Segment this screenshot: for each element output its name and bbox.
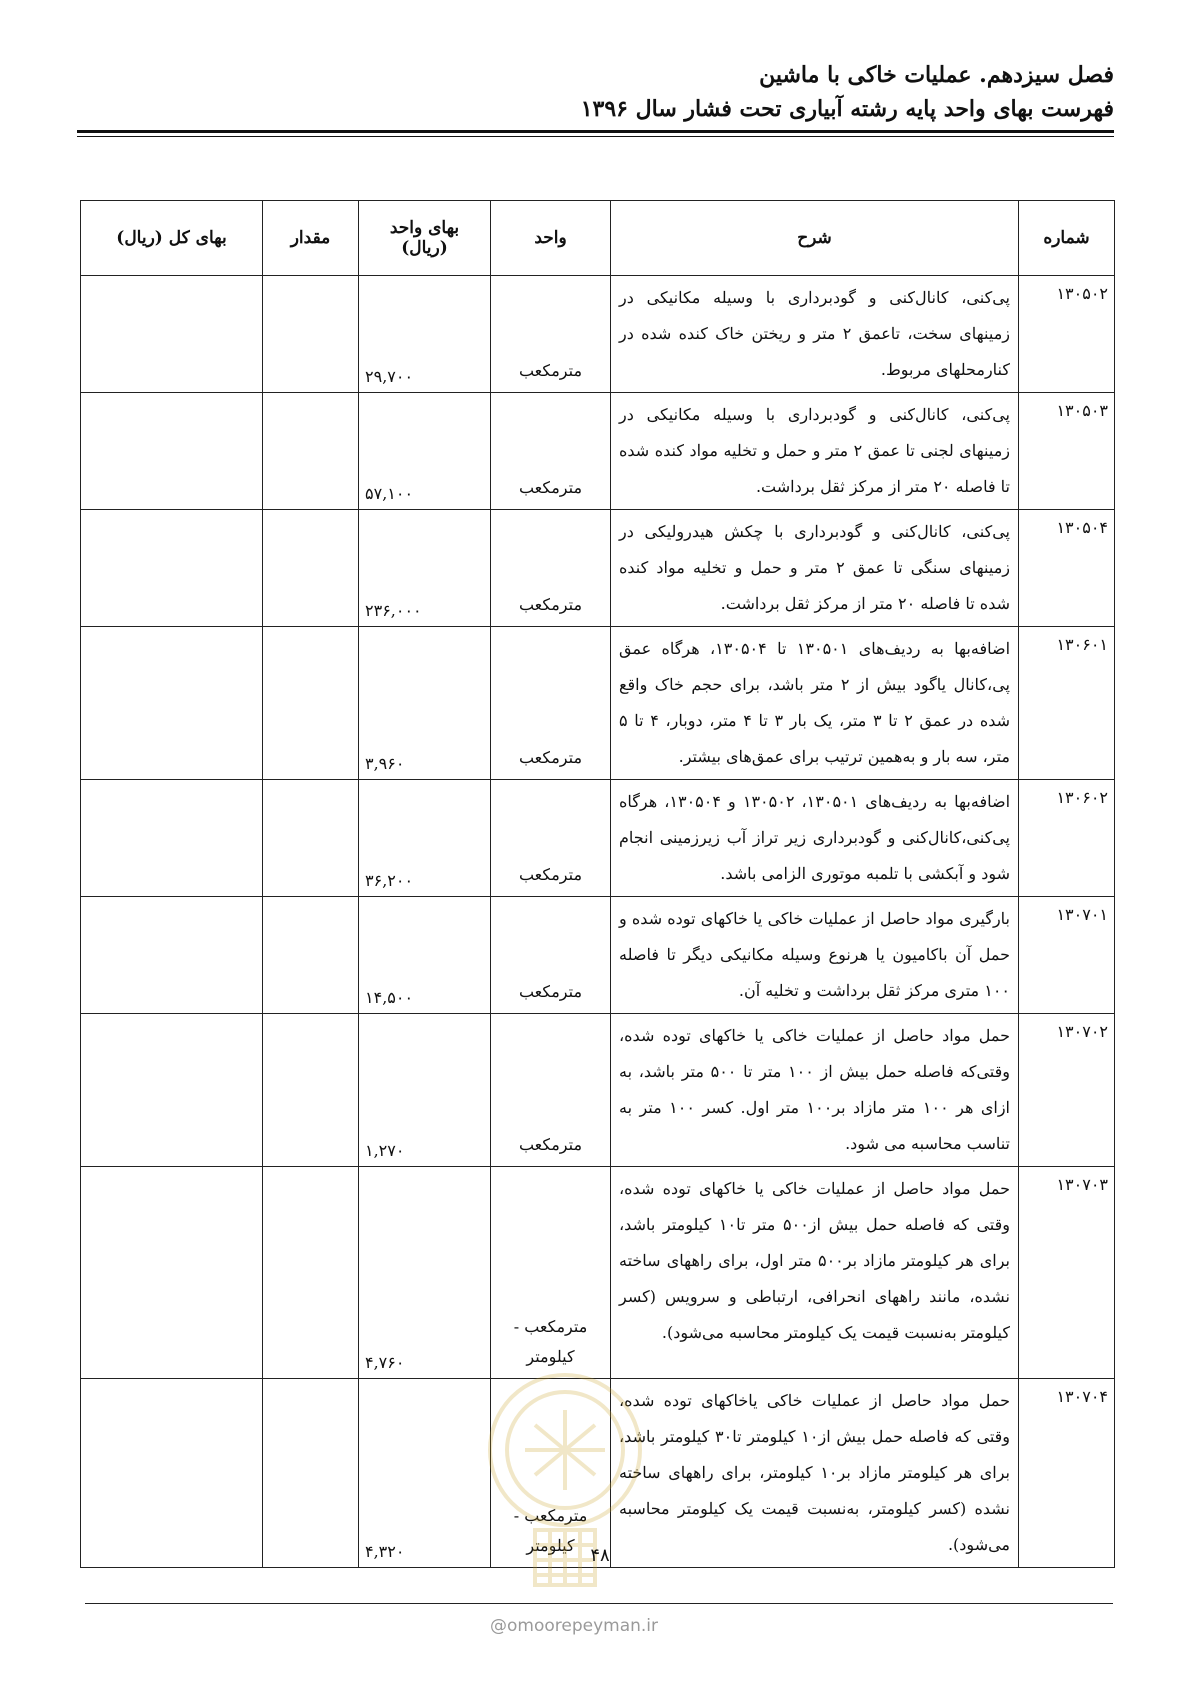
- table-row: [81, 276, 1115, 393]
- item-quantity: [263, 1167, 359, 1379]
- table-row: [81, 627, 1115, 780]
- item-description: حمل مواد حاصل از عملیات خاکی یاخاکهای توده شده، وقتی که فاصله حمل بیش از۱۰ کیلومتر تا۳۰ کیلومتر باشد، برای هر کیلومتر مازاد بر۱۰ کیلومتر، برای راههای ساخته نشده (کسر کیلومتر، به‌نسبت قیمت یک کیلومتر محاسبه می‌شود).: [611, 1379, 1019, 1568]
- item-number: ۱۳۰۵۰۳: [1019, 393, 1115, 510]
- item-unit-price: ۳۶,۲۰۰: [359, 780, 491, 897]
- col-header-unit-price-label: بهای واحد: [389, 218, 460, 238]
- item-unit: [491, 780, 611, 897]
- col-header-total: بهای کل (ریال): [81, 201, 263, 276]
- col-header-quantity: مقدار: [263, 201, 359, 276]
- item-total: [81, 1379, 263, 1568]
- header-rule-thick: [77, 130, 1114, 133]
- table-row: [81, 1014, 1115, 1167]
- item-quantity: [263, 276, 359, 393]
- table-header-row: [81, 201, 1115, 276]
- table-row: [81, 897, 1115, 1014]
- item-unit: [491, 393, 611, 510]
- table-row: [81, 510, 1115, 627]
- item-description: اضافه‌بها به ردیف‌های ۱۳۰۵۰۱، ۱۳۰۵۰۲ و ۱۳۰۵۰۴، هرگاه پی‌کنی،کانال‌کنی و گودبرداری زیر تراز آب زیرزمینی انجام شود و آبکشی با تلمبه موتوری الزامی باشد.: [611, 780, 1019, 897]
- item-total: [81, 276, 263, 393]
- document-subtitle: فهرست بهای واحد پایه رشته آبیاری تحت فشار سال ۱۳۹۶: [580, 96, 1114, 122]
- item-number: ۱۳۰۶۰۲: [1019, 780, 1115, 897]
- item-unit-line: مترمکعب -: [513, 1317, 588, 1336]
- item-quantity: [263, 393, 359, 510]
- col-header-description: شرح: [611, 201, 1019, 276]
- item-quantity: [263, 510, 359, 627]
- item-unit-line: مترمکعب: [518, 982, 583, 1001]
- item-unit-price: ۴,۳۲۰: [359, 1379, 491, 1568]
- page-header: [77, 58, 1114, 126]
- item-unit-line-2: کیلومتر: [526, 1536, 575, 1555]
- item-unit-price: ۳,۹۶۰: [359, 627, 491, 780]
- item-unit-price: ۵۷,۱۰۰: [359, 393, 491, 510]
- item-unit-price: ۱,۲۷۰: [359, 1014, 491, 1167]
- item-quantity: [263, 627, 359, 780]
- item-number: ۱۳۰۷۰۴: [1019, 1379, 1115, 1568]
- table-row: [81, 393, 1115, 510]
- item-unit-price: ۲۳۶,۰۰۰: [359, 510, 491, 627]
- item-quantity: [263, 1014, 359, 1167]
- col-header-unit: واحد: [491, 201, 611, 276]
- item-number: ۱۳۰۷۰۳: [1019, 1167, 1115, 1379]
- page-number: ۴۸: [590, 1545, 610, 1566]
- item-unit-price: ۱۴,۵۰۰: [359, 897, 491, 1014]
- item-unit-line: مترمکعب -: [513, 1506, 588, 1525]
- item-description: اضافه‌بها به ردیف‌های ۱۳۰۵۰۱ تا ۱۳۰۵۰۴، هرگاه عمق پی،کانال یاگود بیش از ۲ متر باشد، برای حجم خاک واقع شده در عمق ۲ تا ۳ متر، یک بار ۳ تا ۴ متر، دوبار، ۴ تا ۵ متر، سه بار و به‌همین ترتیب برای عمق‌های بیشتر.: [611, 627, 1019, 780]
- item-unit: [491, 1014, 611, 1167]
- table-row: [81, 780, 1115, 897]
- item-unit-line: مترمکعب: [518, 1135, 583, 1154]
- item-unit: [491, 276, 611, 393]
- item-number: ۱۳۰۵۰۴: [1019, 510, 1115, 627]
- item-unit-line: مترمکعب: [518, 478, 583, 497]
- header-rule-thin: [77, 136, 1114, 137]
- item-total: [81, 627, 263, 780]
- website-watermark: @omoorepeyman.ir: [490, 1616, 659, 1636]
- item-total: [81, 1014, 263, 1167]
- col-header-unit-price-currency: (ریال): [401, 238, 448, 258]
- item-description: بارگیری مواد حاصل از عملیات خاکی یا خاکهای توده شده و حمل آن باکامیون یا هرنوع وسیله مکانیکی دیگر تا فاصله ۱۰۰ متری مرکز ثقل برداشت و تخلیه آن.: [611, 897, 1019, 1014]
- item-number: ۱۳۰۷۰۲: [1019, 1014, 1115, 1167]
- item-description: پی‌کنی، کانال‌کنی و گودبرداری با چکش هیدرولیکی در زمینهای سنگی تا عمق ۲ متر و حمل و تخلیه مواد کنده شده تا فاصله ۲۰ متر از مرکز ثقل برداشت.: [611, 510, 1019, 627]
- item-description: حمل مواد حاصل از عملیات خاکی یا خاکهای توده شده، وقتی‌که فاصله حمل بیش از ۱۰۰ متر تا ۵۰۰ متر باشد، به ازای هر ۱۰۰ متر مازاد بر۱۰۰ متر اول. کسر ۱۰۰ متر به تناسب محاسبه می شود.: [611, 1014, 1019, 1167]
- footer-rule: [85, 1603, 1113, 1604]
- item-total: [81, 780, 263, 897]
- item-unit-line: مترمکعب: [518, 865, 583, 884]
- item-unit: [491, 897, 611, 1014]
- item-unit-line: مترمکعب: [518, 595, 583, 614]
- item-total: [81, 510, 263, 627]
- item-description: حمل مواد حاصل از عملیات خاکی یا خاکهای توده شده، وقتی که فاصله حمل بیش از۵۰۰ متر تا۱۰ کیلومتر باشد، برای هر کیلومتر مازاد بر۵۰۰ متر اول، برای راههای ساخته نشده، مانند راههای انحرافی، ارتباطی و سرویس (کسر کیلومتر به‌نسبت قیمت یک کیلومتر محاسبه می‌شود).: [611, 1167, 1019, 1379]
- item-unit-line: مترمکعب: [518, 361, 583, 380]
- col-header-number: شماره: [1019, 201, 1115, 276]
- item-total: [81, 897, 263, 1014]
- item-description: پی‌کنی، کانال‌کنی و گودبرداری با وسیله مکانیکی در زمینهای سخت، تاعمق ۲ متر و ریختن خاک کنده شده در کنارمحلهای مربوط.: [611, 276, 1019, 393]
- col-header-unit-price: [359, 201, 491, 276]
- item-quantity: [263, 897, 359, 1014]
- item-quantity: [263, 780, 359, 897]
- item-number: ۱۳۰۷۰۱: [1019, 897, 1115, 1014]
- item-unit-line: مترمکعب: [518, 748, 583, 767]
- item-description: پی‌کنی، کانال‌کنی و گودبرداری با وسیله مکانیکی در زمینهای لجنی تا عمق ۲ متر و حمل و تخلیه مواد کنده شده تا فاصله ۲۰ متر از مرکز ثقل برداشت.: [611, 393, 1019, 510]
- item-unit-price: ۲۹,۷۰۰: [359, 276, 491, 393]
- item-unit-price: ۴,۷۶۰: [359, 1167, 491, 1379]
- item-number: ۱۳۰۶۰۱: [1019, 627, 1115, 780]
- item-unit-line-2: کیلومتر: [526, 1347, 575, 1366]
- item-number: ۱۳۰۵۰۲: [1019, 276, 1115, 393]
- item-unit: [491, 627, 611, 780]
- chapter-title: فصل سیزدهم. عملیات خاکی با ماشین: [759, 62, 1114, 88]
- item-total: [81, 1167, 263, 1379]
- item-total: [81, 393, 263, 510]
- item-unit: [491, 510, 611, 627]
- item-quantity: [263, 1379, 359, 1568]
